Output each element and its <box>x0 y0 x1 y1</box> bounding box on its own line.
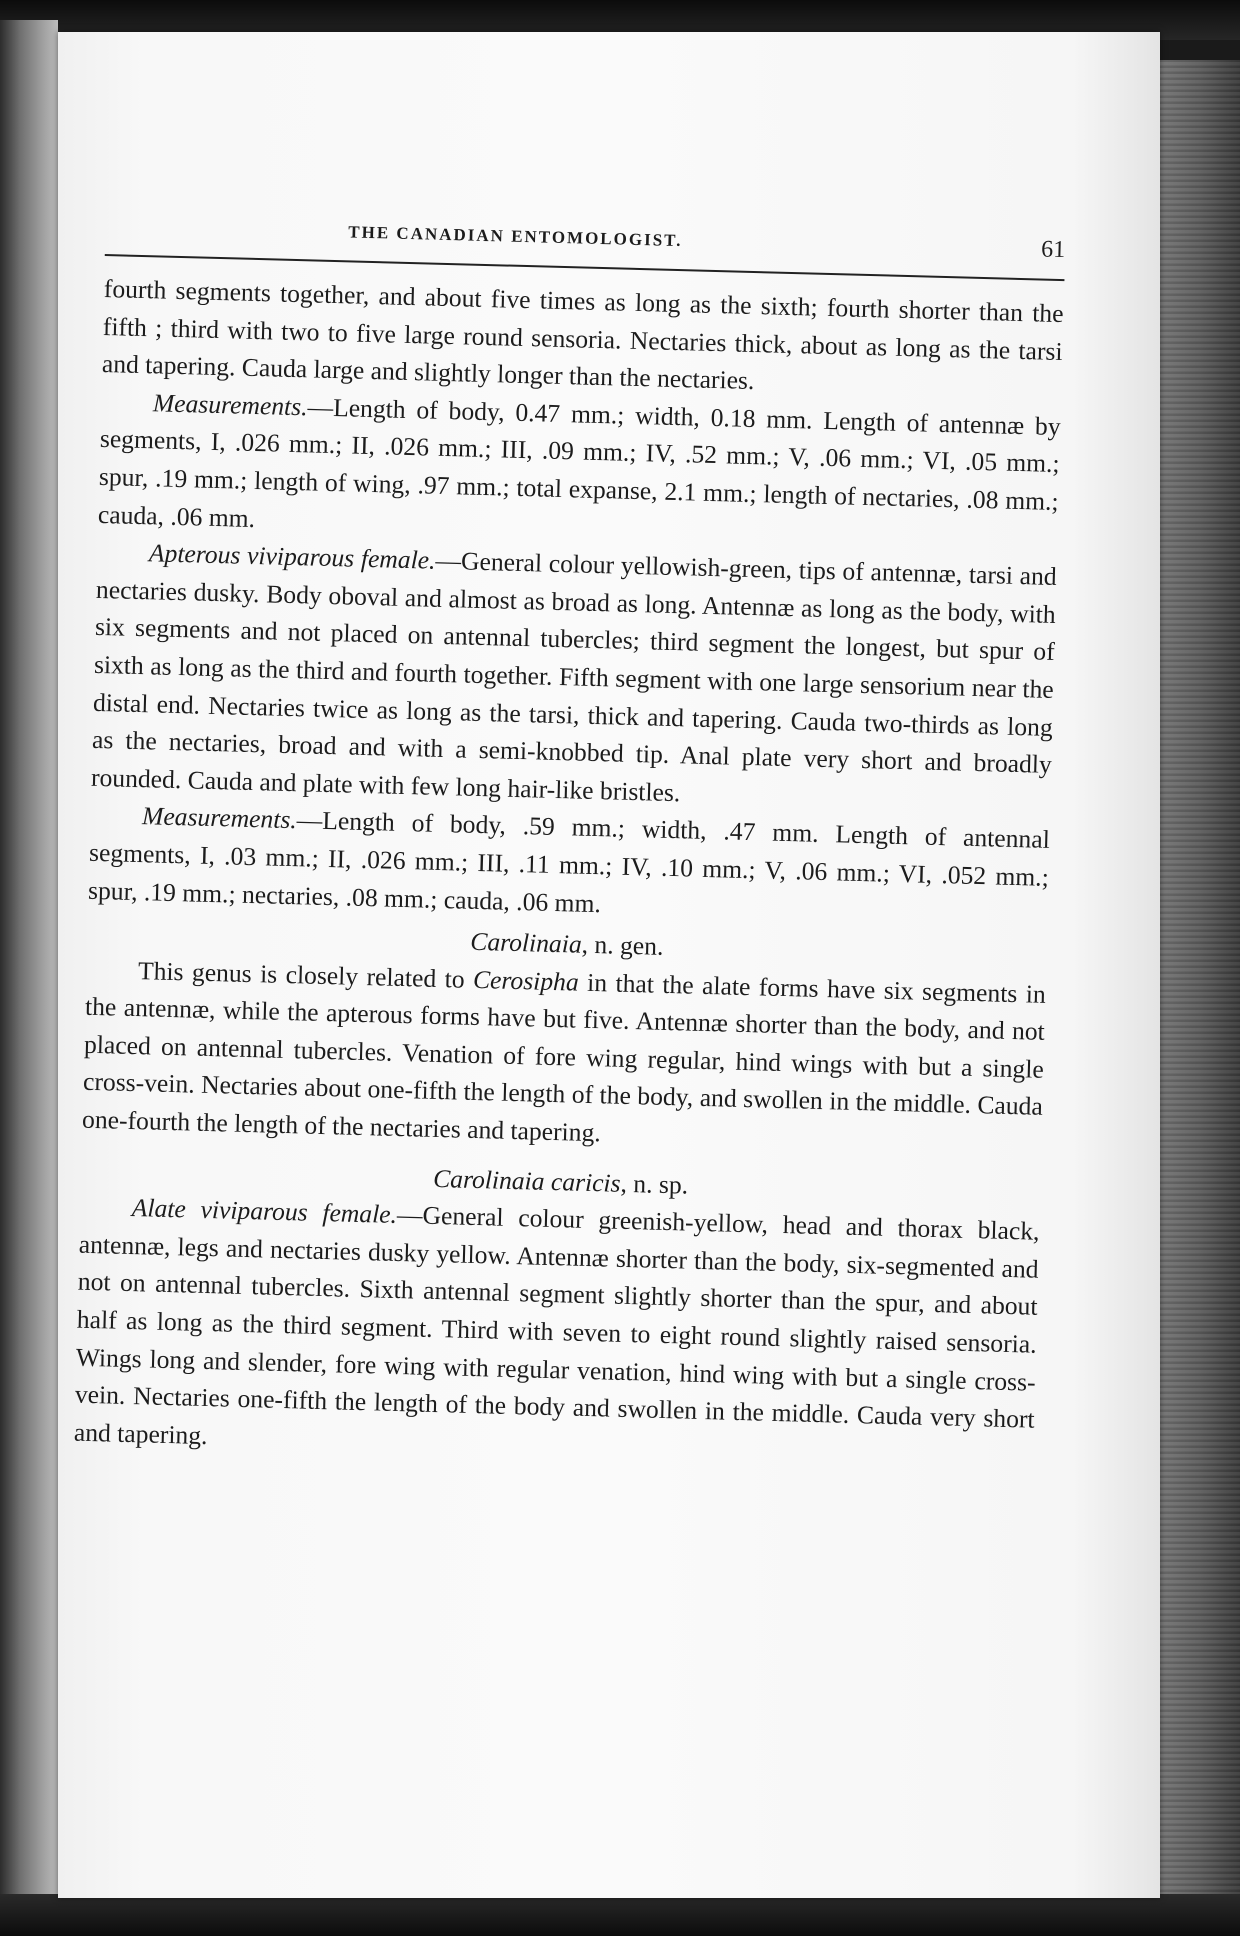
paragraph-text: in that the alate forms have six segments in the antennæ, while the apterous forms have but five. Antennæ shorter than the body, and not placed on antennal tubercles. Venation of fore wing regular, hind wings with but a single cross-vein. Nectaries about one-fifth the length of the body, and swollen in the middle. Cauda one-fourth the length of the nectaries and tapering. <box>81 967 1047 1148</box>
genus-reference: Cerosipha <box>472 964 580 997</box>
heading-suffix: , n. sp. <box>620 1168 689 1200</box>
paragraph-lead: Measurements. <box>152 388 308 422</box>
page-content <box>73 208 1065 1476</box>
paragraph-alate-female <box>73 1188 1040 1476</box>
book-page <box>58 32 1160 1898</box>
paragraph-apterous-female <box>91 533 1058 821</box>
scan-bottom-border <box>0 1894 1240 1936</box>
paragraph-lead: Measurements. <box>141 801 298 835</box>
paragraph-text: This genus is closely related to <box>137 955 474 994</box>
paragraph-text: —Length of body, 0.47 mm.; width, 0.18 mm. Length of antennæ by segments, I, .026 mm.; II, .026 mm.; III, .09 mm.; IV, .52 mm.; V, .06 mm.; VI, .05 mm.; spur, .19 mm.; length of wing, .97 mm.; total expanse, 2.1 mm.; length of nectaries, .08 mm.; cauda, .06 mm. <box>97 392 1061 533</box>
page-number: 61 <box>1040 236 1066 264</box>
species-name: Carolinaia caricis <box>432 1163 621 1198</box>
book-binding-edge <box>0 20 58 1920</box>
paragraph-text: —Length of body, .59 mm.; width, .47 mm. Length of antennal segments, I, .03 mm.; II, .026 mm.; III, .11 mm.; IV, .10 mm.; V, .06 mm.; VI, .052 mm.; spur, .19 mm.; nectaries, .08 mm.; cauda, .06 mm. <box>87 805 1051 918</box>
paragraph-genus-description <box>82 950 1047 1163</box>
paragraph-lead: Alate viviparous female. <box>131 1193 398 1230</box>
paragraph-measurements-alate <box>97 383 1061 558</box>
running-title: THE CANADIAN ENTOMOLOGIST. <box>348 222 683 251</box>
heading-suffix: , n. gen. <box>581 929 664 961</box>
paragraph-text: fourth segments together, and about five times as long as the sixth; fourth shorter than the fifth ; third with two to five large round sensoria. Nectaries thick, about as long as the tarsi and tapering. Cauda large and slightly longer than the nectaries. <box>101 273 1064 396</box>
paragraph-measurements-apterous <box>88 796 1051 934</box>
paragraph-text: —General colour yellowish-green, tips of antennæ, tarsi and nectaries dusky. Body oboval and almost as broad as long. Antennæ as long as the body, with six segments and not placed on antennal tubercles; third segment the longest, but spur of sixth as long as the third and fourth together. Fifth segment with one large sensorium near the distal end. Nectaries twice as long as the tarsi, thick and tapering. Cauda two-thirds as long as the nectaries, broad and with a semi-knobbed tip. Anal plate very short and broadly rounded. Cauda and plate with few long hair-like bristles. <box>90 545 1058 807</box>
paragraph-text: —General colour greenish-yellow, head and thorax black, antennæ, legs and nectaries dusky yellow. Antennæ shorter than the body, six-segmented and not on antennal tubercles. Sixth antennal segment slightly shorter than the spur, and about half as long as the third segment. Third with seven to eight round slightly raised sensoria. Wings long and slender, fore wing with regular venation, hind wing with but a single cross-vein. Nectaries one-fifth the length of the body and swollen in the middle. Cauda very short and tapering. <box>73 1200 1040 1450</box>
paragraph-lead: Apterous viviparous female. <box>148 538 436 575</box>
genus-name: Carolinaia <box>469 926 583 959</box>
